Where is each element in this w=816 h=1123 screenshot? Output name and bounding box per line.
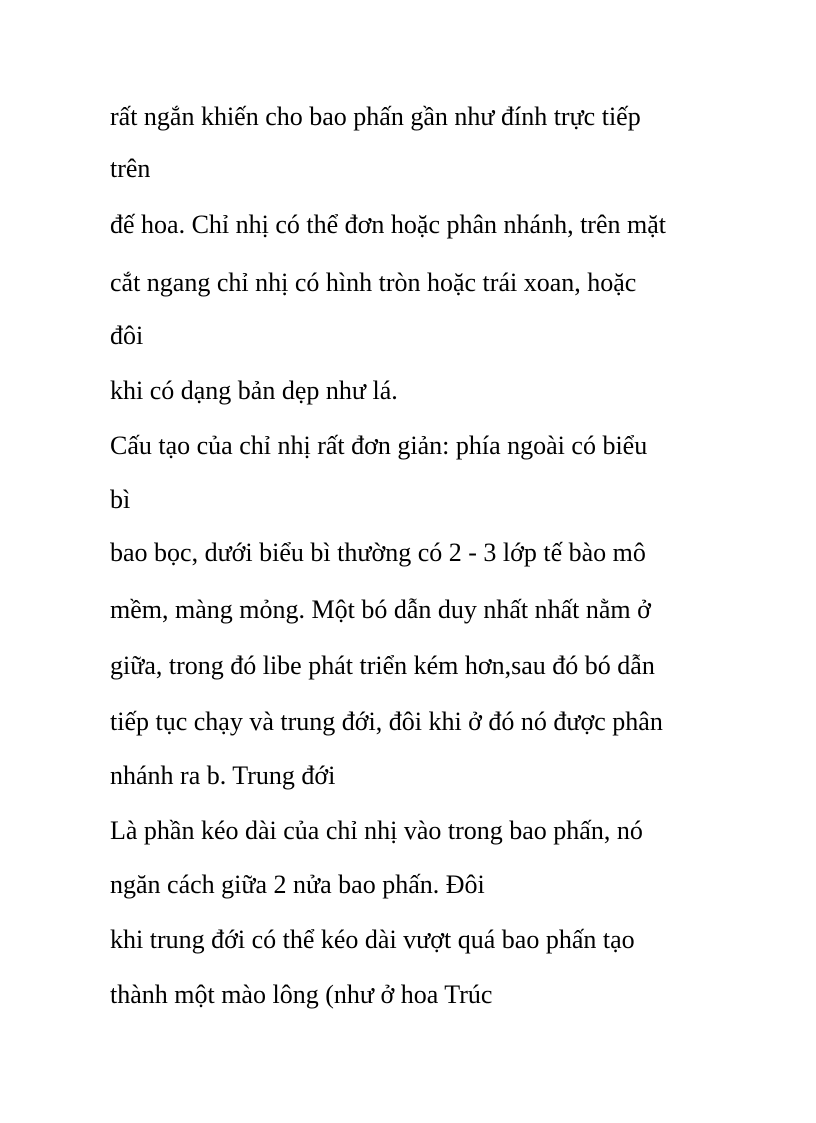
text-line: bao bọc, dưới biểu bì thường có 2 - 3 lớp tế bào mô — [110, 538, 646, 567]
text-line: thành một mào lông (như ở hoa Trúc — [110, 980, 493, 1009]
text-line: Cấu tạo của chỉ nhị rất đơn giản: phía ngoài có biểu — [110, 431, 648, 460]
text-line: trên — [110, 154, 151, 183]
text-line: đôi — [110, 321, 144, 350]
text-line: khi có dạng bản dẹp như lá. — [110, 376, 398, 405]
text-line: bì — [110, 485, 131, 514]
text-line: cắt ngang chỉ nhị có hình tròn hoặc trái xoan, hoặc — [110, 268, 637, 297]
text-line: giữa, trong đó libe phát triển kém hơn,sau đó bó dẫn — [110, 651, 655, 680]
text-line: khi trung đới có thể kéo dài vượt quá bao phấn tạo — [110, 925, 635, 954]
text-line: mềm, màng mỏng. Một bó dẫn duy nhất nhất nằm ở — [110, 595, 651, 624]
text-line: nhánh ra b. Trung đới — [110, 761, 336, 790]
text-line: rất ngắn khiến cho bao phấn gần như đính trực tiếp — [110, 102, 641, 131]
text-line: ngăn cách giữa 2 nửa bao phấn. Đôi — [110, 870, 485, 899]
text-line: tiếp tục chạy và trung đới, đôi khi ở đó nó được phân — [110, 707, 663, 736]
text-line: Là phần kéo dài của chỉ nhị vào trong bao phấn, nó — [110, 816, 643, 845]
text-line: đế hoa. Chỉ nhị có thể đơn hoặc phân nhánh, trên mặt — [110, 210, 666, 239]
